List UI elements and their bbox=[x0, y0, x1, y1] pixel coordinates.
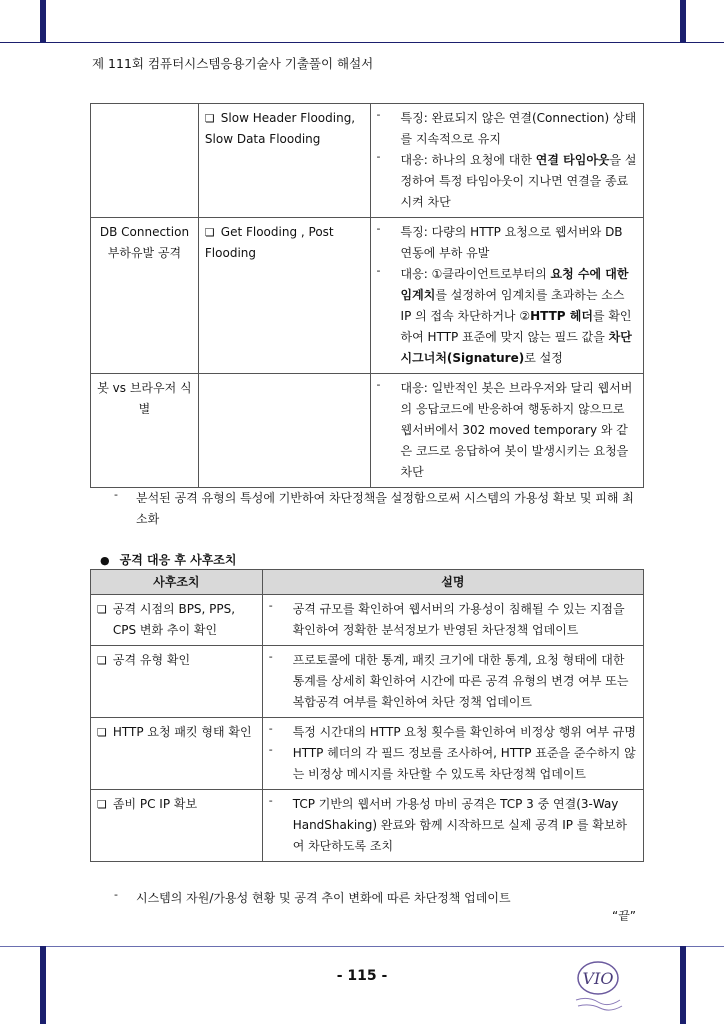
svg-text:VIO: VIO bbox=[582, 969, 614, 988]
attack-method: ❏ Get Flooding , Post Flooding bbox=[205, 222, 364, 264]
post-action bbox=[97, 650, 256, 671]
description-text: 대응: 하나의 요청에 대한 bbox=[400, 153, 536, 167]
post-action-description bbox=[262, 595, 643, 646]
post-action bbox=[97, 599, 256, 641]
description-item bbox=[377, 264, 637, 369]
header-line bbox=[0, 42, 724, 43]
attack-type bbox=[91, 104, 199, 218]
post-action-cell bbox=[91, 790, 263, 862]
attack-description bbox=[370, 218, 643, 374]
post-action-cell bbox=[91, 595, 263, 646]
description-item bbox=[377, 108, 637, 150]
checkbox-icon bbox=[97, 794, 113, 815]
checkbox-icon bbox=[97, 722, 113, 743]
note-2: - 시스템의 자원/가용성 현황 및 공격 추이 변화에 따른 차단정책 업데이트 bbox=[114, 888, 511, 905]
post-action-cell bbox=[91, 718, 263, 790]
emphasis-text: HTTP 헤더 bbox=[530, 309, 593, 323]
attack-description bbox=[370, 374, 643, 488]
right-bar-top bbox=[680, 0, 686, 42]
attack-methods bbox=[198, 374, 370, 488]
attack-methods bbox=[198, 104, 370, 218]
post-action-label: HTTP 요청 패킷 형태 확인 bbox=[112, 725, 252, 739]
description-item bbox=[377, 378, 637, 483]
description-item: - HTTP 헤더의 각 필드 정보를 조사하여, HTTP 표준을 준수하지 않는 비정상 메시지를 차단할 수 있도록 차단정책 업데이트 bbox=[269, 743, 637, 785]
attack-description bbox=[370, 104, 643, 218]
left-bar-bottom bbox=[40, 946, 46, 1024]
post-action-row bbox=[91, 790, 644, 862]
publisher-logo bbox=[568, 956, 628, 1012]
description-text: 을 설정하여 특정 타임아웃이 지나면 연결을 종료시켜 차단 bbox=[400, 153, 637, 209]
post-action-description bbox=[262, 646, 643, 718]
emphasis-text: 연결 타임아웃 bbox=[535, 153, 610, 167]
description-item bbox=[377, 150, 637, 213]
emphasis-text: 차단 시그너처(Signature) bbox=[400, 330, 632, 365]
checkbox-icon bbox=[97, 650, 113, 671]
description-text: 를 설정하여 임계치를 초과하는 소스 IP 의 접속 차단하거나 ② bbox=[400, 288, 625, 323]
description-item: - TCP 기반의 웹서버 가용성 마비 공격은 TCP 3 중 연결(3-Way HandShaking) 완료와 함께 시작하므로 실제 공격 IP 를 확보하여 차단하도록 조치 bbox=[269, 794, 637, 857]
description-item: - 공격 규모를 확인하여 웹서버의 가용성이 침해될 수 있는 지점을 확인하여 정확한 분석정보가 반영된 차단정책 업데이트 bbox=[269, 599, 637, 641]
post-action-label: 공격 유형 확인 bbox=[112, 653, 191, 667]
section-title: ● 공격 대응 후 사후조치 bbox=[100, 551, 236, 568]
description-item bbox=[377, 222, 637, 264]
description-item: - 프로토콜에 대한 통계, 패킷 크기에 대한 통계, 요청 형태에 대한 통계를 상세히 확인하여 시간에 따른 공격 유형의 변경 여부 또는 복합공격 여부를 확인하여 차단 정책 업데이트 bbox=[269, 650, 637, 713]
description-text: 를 확인하여 HTTP 표준에 맞지 않는 필드 값을 bbox=[400, 309, 632, 344]
header-action: 사후조치 bbox=[91, 570, 263, 595]
attack-row bbox=[91, 104, 644, 218]
post-action-cell bbox=[91, 646, 263, 718]
footer-line bbox=[0, 946, 724, 947]
attack-type: DB Connection 부하유발 공격 bbox=[91, 218, 199, 374]
attack-table bbox=[90, 103, 644, 488]
post-action-label: 공격 시점의 BPS, PPS, CPS 변화 추이 확인 bbox=[112, 602, 236, 637]
post-action-description bbox=[262, 790, 643, 862]
checkbox-icon bbox=[97, 599, 113, 641]
post-action bbox=[97, 722, 256, 743]
post-action-row bbox=[91, 718, 644, 790]
description-item: - 특정 시간대의 HTTP 요청 횟수를 확인하여 비정상 행위 여부 규명 bbox=[269, 722, 637, 743]
post-action-row bbox=[91, 595, 644, 646]
header-description: 설명 bbox=[262, 570, 643, 595]
attack-row bbox=[91, 374, 644, 488]
description-text: 로 설정 bbox=[524, 351, 563, 365]
post-action-label: 좀비 PC IP 확보 bbox=[112, 797, 198, 811]
description-text: 대응: 일반적인 봇은 브라우저와 달리 웹서버의 응답코드에 반응하여 행동하지 않으므로 웹서버에서 302 moved temporary 와 같은 코드로 응답하여 봇이 발생시키는 요청을 차단 bbox=[400, 381, 633, 479]
description-text: 대응: ①클라이언트로부터의 bbox=[400, 267, 551, 281]
header-title: 제 111회 컴퓨터시스템응용기술사 기출풀이 해설서 bbox=[92, 56, 374, 71]
attack-type: 봇 vs 브라우저 식별 bbox=[91, 374, 199, 488]
attack-row bbox=[91, 218, 644, 374]
attack-methods bbox=[198, 218, 370, 374]
right-bar-bottom bbox=[680, 946, 686, 1024]
post-action-description bbox=[262, 718, 643, 790]
end-mark: “끝” bbox=[612, 909, 637, 923]
left-bar-top bbox=[40, 0, 46, 42]
post-action-row bbox=[91, 646, 644, 718]
description-text: 특징: 완료되지 않은 연결(Connection) 상태를 지속적으로 유지 bbox=[400, 111, 637, 146]
post-action-table bbox=[90, 569, 644, 862]
page-number: - 115 - bbox=[336, 968, 388, 984]
description-text: 특징: 다량의 HTTP 요청으로 웹서버와 DB 연동에 부하 유발 bbox=[400, 225, 623, 260]
emphasis-text: 요청 수에 대한 임계치 bbox=[400, 267, 629, 302]
attack-method: ❏ Slow Header Flooding, Slow Data Flooding bbox=[205, 108, 364, 150]
post-action bbox=[97, 794, 256, 815]
note-1: - 분석된 공격 유형의 특성에 기반하여 차단정책을 설정함으로써 시스템의 가용성 확보 및 피해 최소화 bbox=[114, 488, 634, 526]
